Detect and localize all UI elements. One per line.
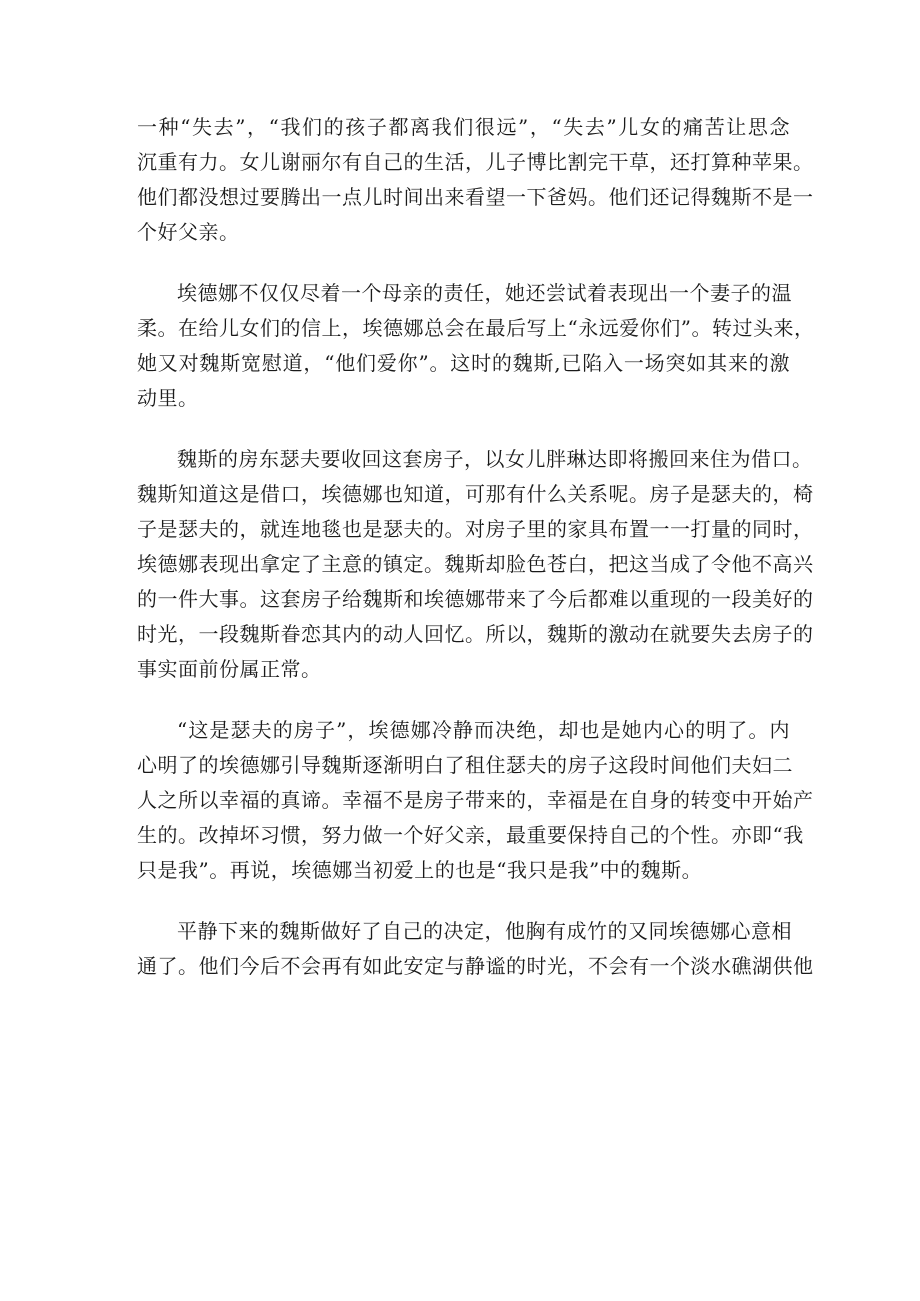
text-line: 事实面前份属正常。 — [137, 657, 322, 681]
text-line: “这是瑟夫的房子”，埃德娜冷静而决绝，却也是她内心的明了。内 — [177, 718, 790, 742]
paragraph-5 — [137, 914, 814, 984]
text-line: 一种“失去”，“我们的孩子都离我们很远”，“失去”儿女的痛苦让思念 — [137, 115, 790, 139]
text-line: 时光，一段魏斯眷恋其内的动人回忆。所以，魏斯的激动在就要失去房子的 — [137, 622, 814, 646]
text-line: 的一件大事。这套房子给魏斯和埃德娜带来了今后都难以重现的一段美好的 — [137, 587, 814, 611]
text-line: 个好父亲。 — [137, 220, 240, 244]
text-line: 生的。改掉坏习惯，努力做一个好父亲，最重要保持自己的个性。亦即“我 — [137, 823, 804, 847]
paragraph-1 — [137, 110, 814, 250]
text-line: 通了。他们今后不会再有如此安定与静谧的时光，不会有一个淡水礁湖供他 — [137, 954, 814, 978]
text-line: 魏斯知道这是借口，埃德娜也知道，可那有什么关系呢。房子是瑟夫的，椅 — [137, 482, 814, 506]
text-line: 平静下来的魏斯做好了自己的决定，他胸有成竹的又同埃德娜心意相 — [177, 919, 792, 943]
text-line: 埃德娜表现出拿定了主意的镇定。魏斯却脸色苍白，把这当成了令他不高兴 — [137, 552, 814, 576]
text-line: 动里。 — [137, 386, 199, 410]
text-line: 沉重有力。女儿谢丽尔有自己的生活，儿子博比割完干草，还打算种苹果。 — [137, 150, 814, 174]
text-line: 柔。在给儿女们的信上，埃德娜总会在最后写上“永远爱你们”。转过头来， — [137, 316, 815, 340]
text-line: 魏斯的房东瑟夫要收回这套房子，以女儿胖琳达即将搬回来住为借口。 — [177, 447, 813, 471]
paragraph-3 — [137, 442, 814, 687]
text-line: 心明了的埃德娜引导魏斯逐渐明白了租住瑟夫的房子这段时间他们夫妇二 — [137, 753, 793, 777]
text-line: 埃德娜不仅仅尽着一个母亲的责任，她还尝试着表现出一个妻子的温 — [177, 281, 792, 305]
text-line: 人之所以幸福的真谛。幸福不是房子带来的，幸福是在自身的转变中开始产 — [137, 788, 814, 812]
text-line: 他们都没想过要腾出一点儿时间出来看望一下爸妈。他们还记得魏斯不是一 — [137, 185, 814, 209]
paragraph-2 — [137, 276, 815, 416]
text-line: 她又对魏斯宽慰道，“他们爱你”。这时的魏斯,已陷入一场突如其来的激 — [137, 351, 790, 375]
paragraph-4 — [137, 713, 814, 888]
text-line: 只是我”。再说，埃德娜当初爱上的也是“我只是我”中的魏斯。 — [137, 858, 703, 882]
text-line: 子是瑟夫的，就连地毯也是瑟夫的。对房子里的家具布置一一打量的同时， — [137, 517, 814, 541]
